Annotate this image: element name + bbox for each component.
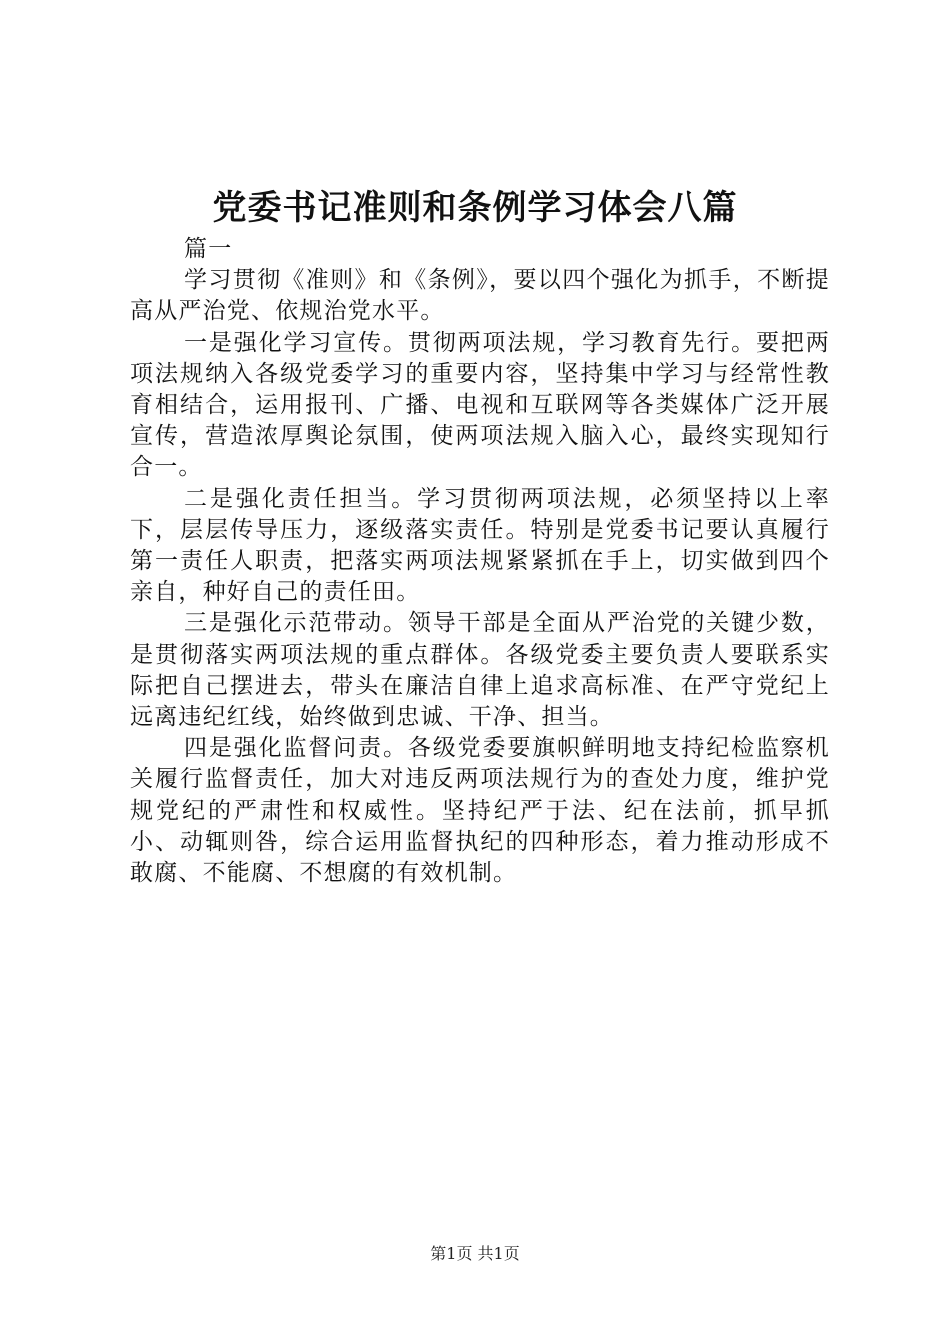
body-paragraph-intro: 学习贯彻《准则》和《条例》，要以四个强化为抓手，不断提高从严治党、依规治党水平。 (130, 267, 830, 325)
body-paragraph-4: 四是强化监督问责。各级党委要旗帜鲜明地支持纪检监察机关履行监督责任，加大对违反两项法规行为的查处力度，维护党规党纪的严肃性和权威性。坚持纪严于法、纪在法前，抓早抓小、动辄则咎，综合运用监督执纪的四种形态，着力推动形成不敢腐、不能腐、不想腐的有效机制。 (130, 735, 830, 887)
document-title: 党委书记准则和条例学习体会八篇 (212, 188, 738, 228)
body-paragraph-1: 一是强化学习宣传。贯彻两项法规，学习教育先行。要把两项法规纳入各级党委学习的重要内容，坚持集中学习与经常性教育相结合，运用报刊、广播、电视和互联网等各类媒体广泛开展宣传，营造浓厚舆论氛围，使两项法规入脑入心，最终实现知行合一。 (130, 329, 830, 481)
document-body (130, 234, 830, 889)
body-paragraph-2: 二是强化责任担当。学习贯彻两项法规，必须坚持以上率下，层层传导压力，逐级落实责任。特别是党委书记要认真履行第一责任人职责，把落实两项法规紧紧抓在手上，切实做到四个亲自，种好自己的责任田。 (130, 485, 830, 606)
section-heading: 篇一 (184, 236, 233, 262)
page-footer: 第1页 共1页 (430, 1244, 520, 1263)
body-paragraph-3: 三是强化示范带动。领导干部是全面从严治党的关键少数，是贯彻落实两项法规的重点群体。各级党委主要负责人要联系实际把自己摆进去，带头在廉洁自律上追求高标准、在严守党纪上远离违纪红线，始终做到忠诚、干净、担当。 (130, 610, 830, 731)
